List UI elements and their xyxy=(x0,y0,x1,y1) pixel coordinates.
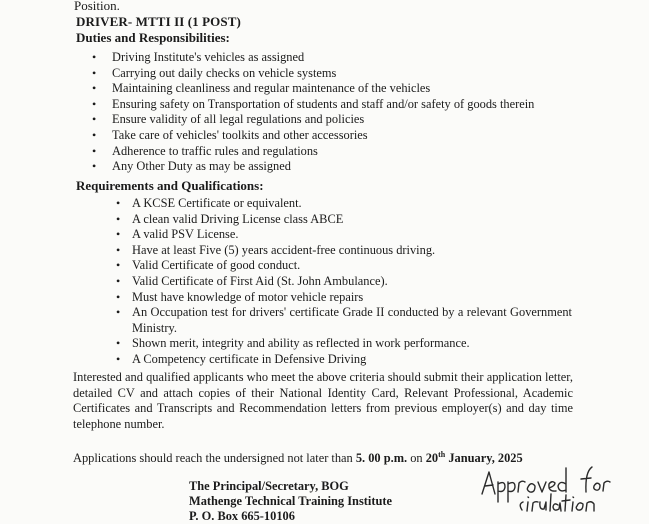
postal-address: P. O. Box 665-10106 xyxy=(189,509,295,523)
duties-list xyxy=(88,50,534,175)
deadline-time: 5. 00 p.m. xyxy=(355,451,408,466)
list-item: • Valid Certificate of First Aid (St. John Ambulance). xyxy=(112,274,572,290)
deadline-middle: on xyxy=(407,451,426,466)
list-item: • Must have knowledge of motor vehicle repairs xyxy=(112,290,572,306)
requirements-heading: Requirements and Qualifications: xyxy=(76,178,264,193)
list-item: • Shown merit, integrity and ability as reflected in work performance. xyxy=(112,336,572,352)
deadline-day-suffix: th xyxy=(438,450,446,459)
list-item: • Valid Certificate of good conduct. xyxy=(112,258,572,274)
list-item: • A Competency certificate in Defensive Driving xyxy=(112,352,572,368)
requirements-list xyxy=(112,196,572,368)
deadline-day-number: 20 xyxy=(425,451,439,466)
list-item: • Ensure validity of all legal regulations and policies xyxy=(88,112,534,128)
list-item: • Any Other Duty as may be assigned xyxy=(88,159,534,175)
list-item: • Take care of vehicles' toolkits and other accessories xyxy=(88,128,534,144)
handwritten-approval-note xyxy=(478,464,638,516)
list-item: • Have at least Five (5) years accident-free continuous driving. xyxy=(112,243,572,259)
post-title: DRIVER- MTTI II (1 POST) xyxy=(76,14,241,29)
application-instructions: Interested and qualified applicants who meet the above criteria should submit their application letter, detailed CV and attach copies of their National Identity Card, Relevant Professional, Academic Certificates and Transcripts and Recommendation letters from previous employer(s) and day time telephone number. xyxy=(73,370,573,431)
previous-section-tail: Position. xyxy=(74,0,120,13)
list-item: • An Occupation test for drivers' certificate Grade II conducted by a relevant Government Ministry. xyxy=(112,305,572,336)
deadline-prefix: Applications should reach the undersigned not later than xyxy=(73,451,356,466)
list-item: • A clean valid Driving License class ABCE xyxy=(112,212,572,228)
list-item: • Adherence to traffic rules and regulations xyxy=(88,144,534,160)
institution-name: Mathenge Technical Training Institute xyxy=(189,494,392,508)
list-item: • Driving Institute's vehicles as assigned xyxy=(88,50,534,66)
list-item: • Maintaining cleanliness and regular maintenance of the vehicles xyxy=(88,81,534,97)
list-item: • Ensuring safety on Transportation of students and staff and/or safety of goods therein xyxy=(88,97,534,113)
list-item: • Carrying out daily checks on vehicle systems xyxy=(88,66,534,82)
duties-heading: Duties and Responsibilities: xyxy=(76,30,230,45)
application-deadline xyxy=(73,450,523,466)
list-item: • A valid PSV License. xyxy=(112,227,572,243)
list-item: • A KCSE Certificate or equivalent. xyxy=(112,196,572,212)
signatory-title: The Principal/Secretary, BOG xyxy=(189,479,349,493)
deadline-month-year: January, 2025 xyxy=(445,451,523,466)
